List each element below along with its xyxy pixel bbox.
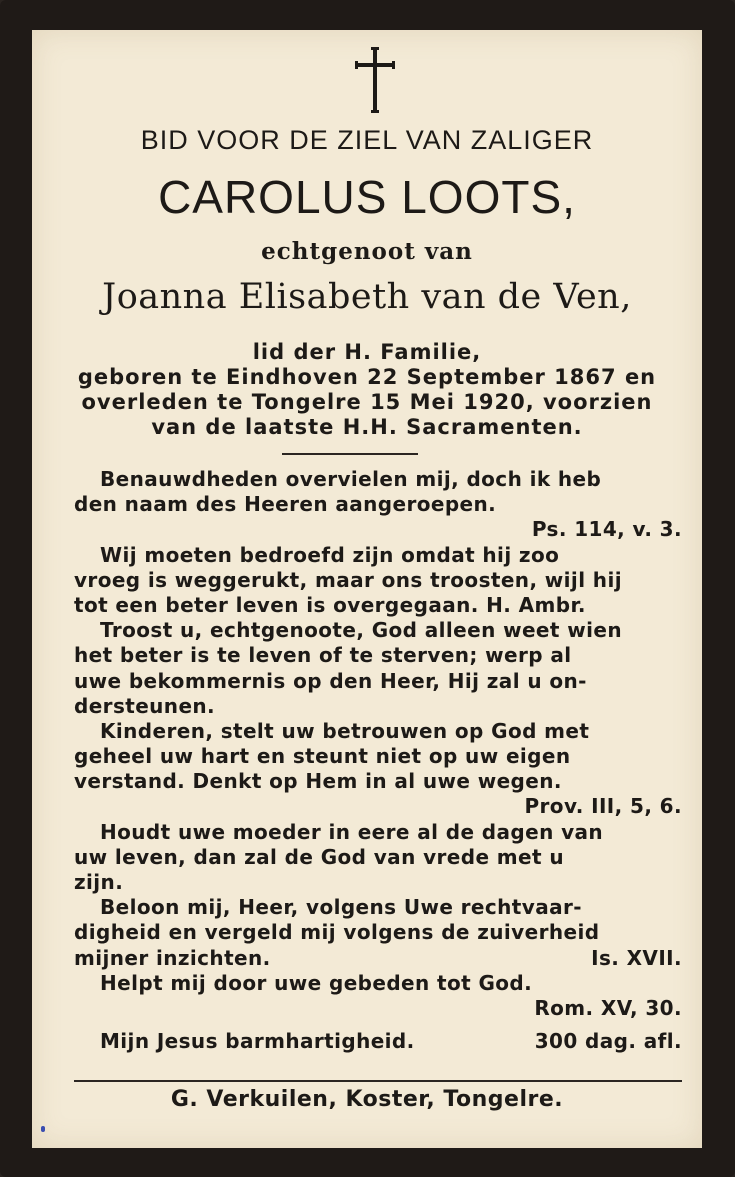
indulgence-text: 300 dag. afl. xyxy=(534,1029,682,1054)
verse-text: mijner inzichten. xyxy=(74,945,271,970)
verse-line: Wij moeten bedroefd zijn omdat hij zoo xyxy=(100,542,560,567)
verse-line: dersteunen. xyxy=(74,693,216,718)
verse-citation: Rom. XV, 30. xyxy=(534,995,682,1020)
verse-line: digheid en vergeld mij volgens de zuiverheid xyxy=(74,920,600,945)
spouse-name: Joanna Elisabeth van de Ven, xyxy=(102,277,632,317)
verse-line: Benauwdheden overvielen mij, doch ik heb xyxy=(100,467,602,491)
verse-line: verstand. Denkt op Hem in al uwe wegen. xyxy=(74,769,562,794)
long-divider xyxy=(74,1080,682,1082)
verse-citation: Ps. 114, v. 3. xyxy=(531,517,682,542)
life-line: geboren te Eindhoven 22 September 1867 en xyxy=(77,365,657,389)
verse-line: Helpt mij door uwe gebeden tot God. xyxy=(100,970,533,995)
life-line: overleden te Tongelre 15 Mei 1920, voorzien xyxy=(81,390,653,414)
life-details xyxy=(32,340,702,440)
printer-credit: G. Verkuilen, Koster, Tongelre. xyxy=(170,1087,564,1112)
short-divider xyxy=(282,453,418,455)
verse-line: Houdt uwe moeder in eere al de dagen van xyxy=(100,819,604,844)
verse-line: zijn. xyxy=(74,870,124,894)
relation-text: echtgenoot van xyxy=(261,238,473,265)
verse-line: vroeg is weggerukt, maar ons troosten, wijl hij xyxy=(74,567,622,592)
life-line: lid der H. Familie, xyxy=(252,340,482,364)
verse-line-with-citation xyxy=(74,946,682,971)
card-paper xyxy=(32,30,702,1148)
deceased-name: CAROLUS LOOTS, xyxy=(158,171,576,223)
verse-line: het beter is te leven of te sterven; werp al xyxy=(74,643,572,668)
verses-text xyxy=(74,467,682,1054)
verse-line: Beloon mij, Heer, volgens Uwe rechtvaar- xyxy=(100,895,582,920)
cross-icon xyxy=(351,47,399,113)
verse-line: geheel uw hart en steunt niet op uw eigen xyxy=(74,744,571,769)
verse-line: den naam des Heeren aangeroepen. xyxy=(74,492,497,517)
ejaculation-text: Mijn Jesus barmhartigheid. xyxy=(100,1029,415,1054)
verse-line: Kinderen, stelt uw betrouwen op God met xyxy=(100,718,590,743)
verse-line: uwe bekommernis op den Heer, Hij zal u on- xyxy=(74,668,587,693)
verse-line: uw leven, dan zal de God van vrede met u xyxy=(74,844,564,869)
verse-citation: Is. XVII. xyxy=(591,945,682,970)
verse-citation: Prov. III, 5, 6. xyxy=(524,794,682,819)
verse-line: tot een beter leven is overgegaan. H. Ambr. xyxy=(74,592,586,617)
prayer-heading: BID VOOR DE ZIEL VAN ZALIGER xyxy=(140,125,594,155)
indulgence-line xyxy=(74,1029,682,1054)
ink-spot xyxy=(41,1126,45,1132)
life-line: van de laatste H.H. Sacramenten. xyxy=(151,415,583,439)
verse-line: Troost u, echtgenoote, God alleen weet wien xyxy=(100,618,622,643)
